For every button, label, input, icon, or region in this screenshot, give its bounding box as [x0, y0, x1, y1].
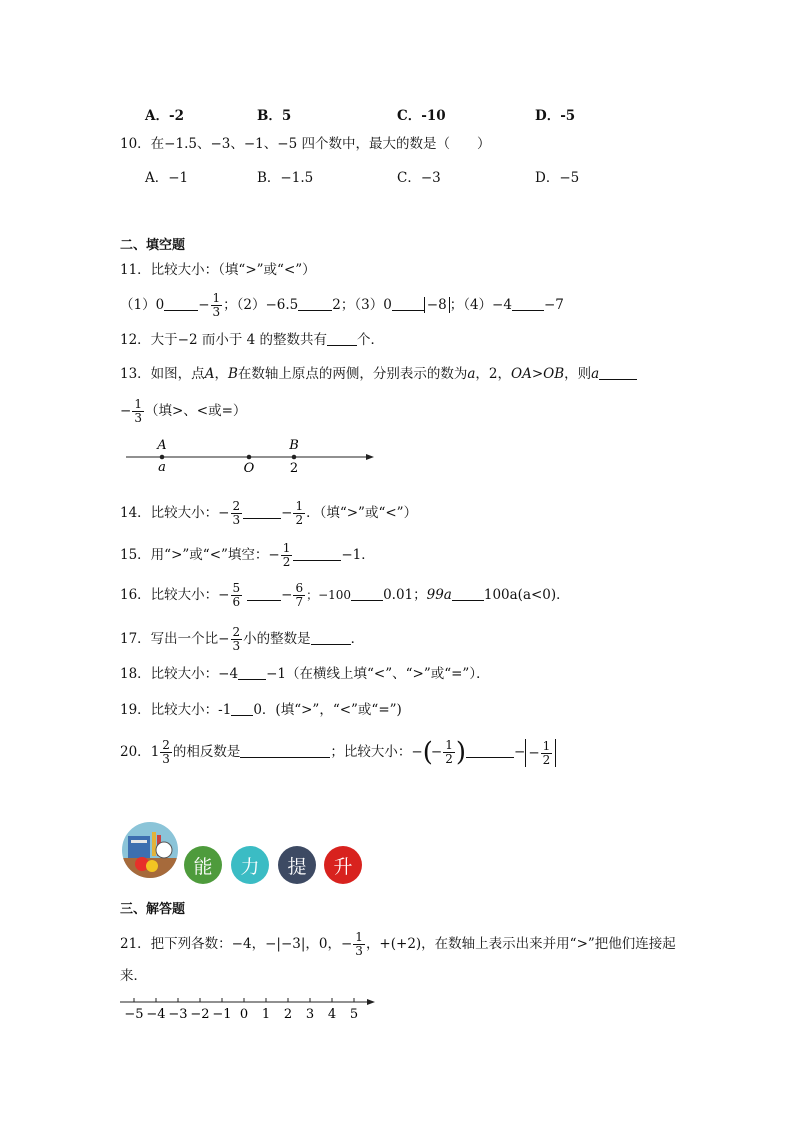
q17-text1: 17．写出一个比−: [120, 631, 230, 647]
q16-text5: 100a(a<0)．: [483, 587, 570, 603]
q20-neg3: −: [514, 744, 526, 760]
badge-neng: 能: [184, 846, 222, 884]
q21-line-2: 来．: [120, 968, 147, 984]
q11-abs-value: −8: [424, 297, 450, 313]
q19: [120, 700, 402, 720]
q15-blank[interactable]: [293, 546, 341, 561]
q12-text: 12．大于−2 而小于 4 的整数共有: [120, 332, 328, 348]
q13-a: a: [467, 366, 476, 382]
q20: 20．1 $\frac{2}{3}$ 的相反数是 ；比较大小：−(− $\frac{1}{2}$ ) − − $\frac{1}{2}$: [120, 736, 556, 769]
q10-option-b: B．−1.5: [257, 170, 314, 186]
q13-sep: ，: [214, 366, 228, 382]
axis-tick-label: −3: [168, 1007, 188, 1022]
axis-tick-label: 1: [261, 1007, 271, 1022]
q13-B: B: [227, 366, 238, 382]
q9-option-a: A．-2: [145, 108, 184, 124]
label-A: A: [157, 438, 167, 453]
q13-gt: >: [531, 366, 544, 382]
q13-text4: ，则: [564, 366, 592, 382]
badge-li: 力: [231, 846, 269, 884]
q21-fraction: $\frac{1}{3}$: [355, 930, 363, 958]
q14: [120, 498, 417, 528]
section-title-fill-in: 二、填空题: [120, 238, 186, 253]
q19-text2: 0．(填“>”，“<”或“=”): [253, 702, 402, 718]
q16-text2: ；−100: [306, 588, 352, 602]
q20-blank-1[interactable]: [240, 743, 330, 758]
label-B: B: [289, 438, 299, 453]
q10-option-a: A．−1: [145, 170, 189, 186]
q11-parts: [120, 290, 564, 320]
q15: [120, 540, 375, 570]
q13-text3: ，2，: [475, 366, 512, 382]
point-a-dot: [160, 455, 165, 460]
axis-tick-label: 4: [327, 1007, 337, 1022]
q14-fraction-2: $\frac{1}{2}$: [295, 499, 304, 527]
axis-tick-label: 3: [305, 1007, 315, 1022]
q11-p1: （1）0: [120, 297, 165, 313]
q13-ob: OB: [543, 366, 565, 382]
q20-whole: 1: [150, 744, 160, 760]
q17-fraction: $\frac{2}{3}$: [232, 625, 241, 653]
axis-tick-label: −4: [146, 1007, 166, 1022]
q11-blank-1[interactable]: [164, 296, 198, 311]
q15-text2: −1．: [341, 547, 375, 563]
q16-neg2: −: [281, 587, 293, 603]
point-o-dot: [247, 455, 252, 460]
q14-blank[interactable]: [243, 504, 281, 519]
badge-ti: 提: [278, 846, 316, 884]
q11-p2-end: 2；（3）0: [332, 297, 392, 313]
q13-text5: （填>、<或=）: [144, 403, 247, 419]
q14-neg2: −: [281, 505, 293, 521]
q12-text-end: 个．: [357, 332, 385, 348]
section-title-solutions: 三、解答题: [120, 902, 186, 917]
q13-number-line: [120, 436, 380, 476]
q16-fraction-1: $\frac{5}{6}$: [232, 581, 241, 609]
axis-tick-label: −1: [212, 1007, 232, 1022]
q14-text2: ．（填“>”或“<”）: [306, 505, 418, 521]
q13-line-1: [120, 364, 637, 384]
q9-option-d: D．-5: [535, 108, 576, 124]
q12-blank[interactable]: [327, 331, 357, 346]
q21-text2: ，+(+2)，在数轴上表示出来并用“>”把他们连接起: [365, 936, 676, 952]
badge-sheng: 升: [324, 846, 362, 884]
q17: [120, 624, 364, 654]
q18-text1: 18．比较大小：−4: [120, 666, 239, 682]
q11-blank-3[interactable]: [392, 296, 424, 311]
q19-text1: 19．比较大小：-1: [120, 702, 232, 718]
q10-option-d: D．−5: [535, 170, 580, 186]
q13-blank[interactable]: [599, 365, 637, 380]
q17-blank[interactable]: [311, 630, 351, 645]
q16-text1: 16．比较大小：−: [120, 587, 230, 603]
q20-blank-2[interactable]: [466, 743, 514, 758]
q18-blank[interactable]: [238, 665, 266, 680]
q11-fraction: $\frac{1}{3}$: [212, 291, 221, 319]
q20-paren-open: (: [422, 737, 433, 768]
q20-text2: 的相反数是: [172, 744, 241, 760]
axis-tick-label: 0: [239, 1007, 249, 1022]
axis-tick-label: 2: [283, 1007, 293, 1022]
q11-blank-2[interactable]: [298, 296, 332, 311]
point-b-dot: [292, 455, 297, 460]
q9-option-c: C．-10: [397, 108, 446, 124]
q21-line-1: [120, 928, 676, 960]
label-a: a: [158, 460, 166, 475]
q17-text2: 小的整数是: [243, 631, 311, 647]
q20-fraction-2: $\frac{1}{2}$: [445, 738, 453, 766]
q20-text3: ；比较大小：−: [330, 744, 423, 760]
q13-oa: OA: [511, 366, 532, 382]
q11-stem: 11．比较大小：（填“>”或“<”）: [120, 262, 316, 278]
q13-neg: −: [120, 403, 132, 419]
q16-blank-3[interactable]: [452, 586, 484, 601]
school-supplies-icon: [122, 822, 178, 878]
q16-blank-1[interactable]: [247, 586, 281, 601]
q15-text1: 15．用“>”或“<”填空：−: [120, 547, 280, 563]
q19-blank[interactable]: [231, 701, 253, 716]
q16-text4: 99a: [426, 587, 452, 603]
q16-blank-2[interactable]: [351, 586, 383, 601]
q14-text1: 14．比较大小：−: [120, 505, 230, 521]
q21-text1: 21．把下列各数：−4，−|−3|，0，−: [120, 936, 353, 952]
q13-text1: 13．如图，点: [120, 366, 205, 382]
q14-fraction-1: $\frac{2}{3}$: [232, 499, 241, 527]
q16-text3: 0.01；: [383, 587, 427, 603]
q11-p2: ；（2）−6.5: [223, 297, 299, 313]
axis-tick-label: −5: [124, 1007, 144, 1022]
label-2: 2: [289, 461, 299, 476]
q20-fraction-1: $\frac{2}{3}$: [162, 738, 170, 766]
q20-text1: 20．: [120, 744, 151, 760]
q20-abs: − $\frac{1}{2}$: [525, 739, 556, 767]
q11-p4-end: −7: [543, 297, 564, 313]
q16: [120, 580, 570, 610]
q15-fraction: $\frac{1}{2}$: [282, 541, 291, 569]
q18-text2: −1（在横线上填“<”、“>”或“=”）．: [266, 666, 490, 682]
q10-stem: 10．在−1.5、−3、−1、−5 四个数中，最大的数是（ ）: [120, 136, 491, 152]
q16-fraction-2: $\frac{6}{7}$: [295, 581, 304, 609]
q21-number-line: [118, 992, 380, 1024]
q17-text3: ．: [350, 631, 365, 647]
q9-option-b: B．5: [257, 108, 292, 124]
q11-blank-4[interactable]: [512, 296, 544, 311]
q13-A: A: [204, 366, 215, 382]
axis-tick-label: 5: [349, 1007, 359, 1022]
q13-line-2: [120, 396, 246, 426]
label-O: O: [243, 461, 255, 476]
q13-text2: 在数轴上原点的两侧，分别表示的数为: [237, 366, 468, 382]
q11-p1-neg: −: [198, 297, 210, 313]
q13-a2: a: [591, 366, 600, 382]
q11-p4: ；（4）−4: [449, 297, 512, 313]
q10-option-c: C．−3: [397, 170, 441, 186]
q20-paren-close: ): [455, 737, 466, 768]
axis-tick-label: −2: [190, 1007, 210, 1022]
q13-fraction: $\frac{1}{3}$: [134, 397, 142, 425]
q12: [120, 330, 384, 350]
q18: [120, 664, 490, 684]
